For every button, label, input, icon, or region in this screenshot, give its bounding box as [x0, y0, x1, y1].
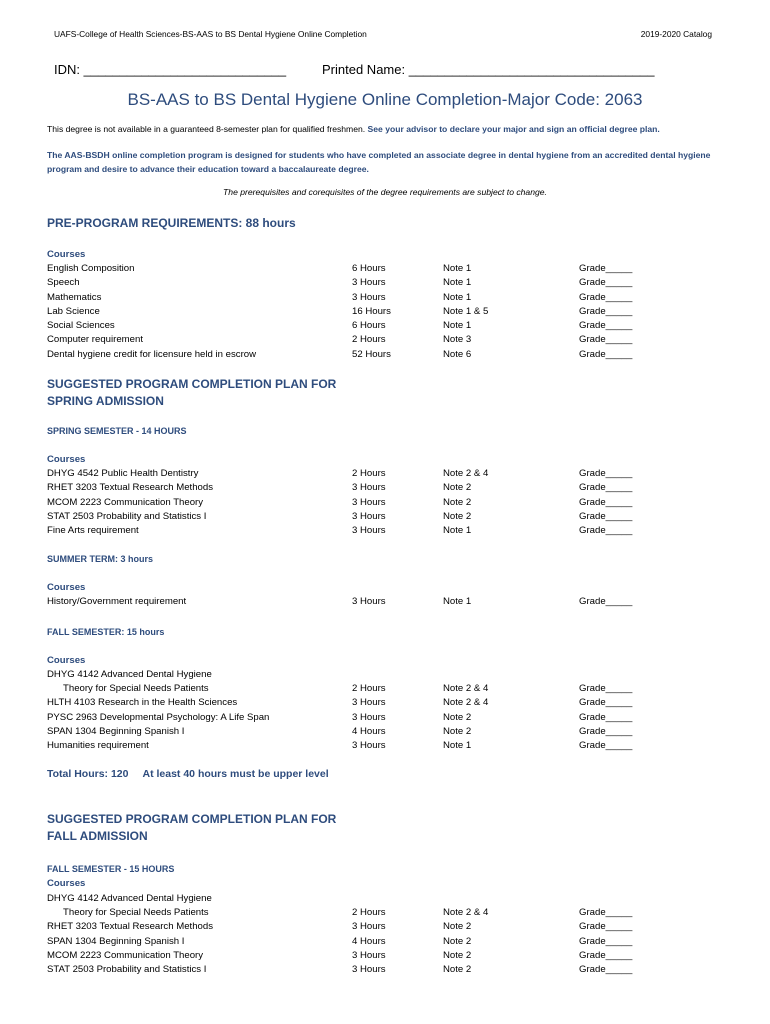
course-hours: 3 Hours — [352, 482, 386, 494]
course-row — [47, 739, 727, 753]
course-hours: 3 Hours — [352, 921, 386, 933]
intro-availability — [47, 123, 727, 137]
course-name: RHET 3203 Textual Research Methods — [47, 921, 214, 933]
course-grade[interactable]: Grade_____ — [579, 596, 633, 607]
course-hours: 2 Hours — [352, 907, 386, 918]
course-name: SPAN 1304 Beginning Spanish I — [47, 725, 185, 737]
courses-label: Courses — [47, 582, 86, 593]
course-hours: 3 Hours — [352, 510, 386, 522]
course-row — [47, 524, 727, 538]
course-note: Note 2 — [443, 935, 472, 947]
course-name: Theory for Special Needs Patients — [63, 683, 209, 694]
course-note: Note 1 & 5 — [443, 305, 489, 317]
course-note: Note 1 — [443, 263, 472, 274]
course-note: Note 2 & 4 — [443, 697, 489, 709]
course-row — [47, 920, 727, 934]
course-note: Note 2 — [443, 964, 472, 976]
page-title: BS-AAS to BS Dental Hygiene Online Completion-Major Code: 2063 — [127, 90, 643, 109]
course-name: Social Sciences — [47, 320, 115, 332]
fall-plan-heading-line2: FALL ADMISSION — [47, 829, 148, 843]
course-hours: 52 Hours — [352, 348, 391, 360]
courses-label: Courses — [47, 249, 86, 260]
course-row — [47, 276, 727, 290]
course-grade[interactable]: Grade_____ — [579, 949, 633, 961]
course-note: Note 2 & 4 — [443, 468, 489, 479]
course-hours: 3 Hours — [352, 496, 386, 508]
course-note: Note 1 — [443, 740, 472, 752]
upper-level-requirement: At least 40 hours must be upper level — [142, 768, 329, 780]
course-name: English Composition — [47, 263, 135, 274]
courses-label: Courses — [47, 655, 86, 666]
course-grade[interactable]: Grade_____ — [579, 320, 633, 332]
course-grade[interactable]: Grade_____ — [579, 334, 633, 346]
course-row — [47, 892, 727, 906]
course-note: Note 1 — [443, 596, 472, 607]
course-row — [47, 595, 727, 609]
course-note: Note 2 — [443, 725, 472, 737]
header-left: UAFS-College of Health Sciences-BS-AAS to BS Dental Hygiene Online Completion — [54, 29, 367, 39]
course-grade[interactable]: Grade_____ — [579, 277, 633, 289]
course-grade[interactable]: Grade_____ — [579, 482, 633, 494]
course-name: Fine Arts requirement — [47, 525, 139, 537]
course-name: STAT 2503 Probability and Statistics I — [47, 510, 207, 522]
course-row — [47, 262, 727, 276]
course-hours: 4 Hours — [352, 935, 386, 947]
fall-semester-rows — [47, 682, 727, 753]
course-hours: 6 Hours — [352, 320, 386, 332]
course-row — [47, 906, 727, 920]
course-row — [47, 305, 727, 319]
course-grade[interactable]: Grade_____ — [579, 697, 633, 709]
total-hours — [47, 768, 329, 780]
fall-semester-top-line — [47, 668, 727, 682]
course-grade[interactable]: Grade_____ — [579, 921, 633, 933]
course-name: PYSC 2963 Developmental Psychology: A Life Span — [47, 711, 270, 723]
course-hours: 16 Hours — [352, 305, 391, 317]
intro-availability-text: This degree is not available in a guaranteed 8-semester plan for qualified freshmen. — [47, 124, 368, 134]
course-name: MCOM 2223 Communication Theory — [47, 949, 204, 961]
courses-label: Courses — [47, 878, 86, 889]
course-note: Note 2 & 4 — [443, 907, 489, 918]
course-row — [47, 481, 727, 495]
course-note: Note 2 — [443, 711, 472, 723]
course-grade[interactable]: Grade_____ — [579, 305, 633, 317]
course-row — [47, 696, 727, 710]
spring-plan-heading — [47, 376, 336, 410]
course-grade[interactable]: Grade_____ — [579, 468, 633, 479]
course-row — [47, 949, 727, 963]
fall-plan-heading — [47, 811, 336, 845]
course-hours: 3 Hours — [352, 964, 386, 976]
summer-term-rows — [47, 595, 727, 609]
spring-semester-rows — [47, 467, 727, 538]
course-hours: 2 Hours — [352, 334, 386, 346]
course-hours: 3 Hours — [352, 596, 386, 607]
course-grade[interactable]: Grade_____ — [579, 907, 633, 918]
course-note: Note 2 — [443, 949, 472, 961]
idn-field[interactable]: IDN: ____________________________ — [54, 62, 287, 77]
course-hours: 6 Hours — [352, 263, 386, 274]
course-grade[interactable]: Grade_____ — [579, 263, 633, 274]
course-row — [47, 291, 727, 305]
course-row — [47, 319, 727, 333]
spring-plan-heading-line2: SPRING ADMISSION — [47, 394, 164, 408]
course-note: Note 2 & 4 — [443, 683, 489, 694]
course-row — [47, 496, 727, 510]
course-name: STAT 2503 Probability and Statistics I — [47, 964, 207, 976]
intro-subject-to-change: The prerequisites and corequisites of the degree requirements are subject to change. — [223, 187, 547, 197]
fall-semester-heading: FALL SEMESTER: 15 hours — [47, 627, 165, 637]
course-name: DHYG 4542 Public Health Dentistry — [47, 468, 199, 479]
course-row — [47, 935, 727, 949]
course-row — [47, 510, 727, 524]
pre-program-heading: PRE-PROGRAM REQUIREMENTS: 88 hours — [47, 216, 296, 230]
course-name: Lab Science — [47, 305, 100, 317]
course-name: Computer requirement — [47, 334, 143, 346]
course-row — [47, 682, 727, 696]
course-hours: 2 Hours — [352, 468, 386, 479]
course-grade[interactable]: Grade_____ — [579, 510, 633, 522]
printed-name-field[interactable]: Printed Name: __________________________________ — [322, 62, 655, 77]
course-note: Note 2 — [443, 510, 472, 522]
course-grade[interactable]: Grade_____ — [579, 525, 633, 537]
course-note: Note 6 — [443, 348, 472, 360]
course-hours: 3 Hours — [352, 291, 386, 303]
course-row — [47, 725, 727, 739]
course-note: Note 1 — [443, 525, 472, 537]
course-name: DHYG 4142 Advanced Dental Hygiene — [47, 669, 212, 680]
course-row — [47, 668, 727, 682]
course-row — [47, 333, 727, 347]
course-hours: 3 Hours — [352, 740, 386, 752]
course-note: Note 1 — [443, 291, 472, 303]
course-note: Note 2 — [443, 921, 472, 933]
spring-plan-heading-line1: SUGGESTED PROGRAM COMPLETION PLAN FOR — [47, 377, 337, 391]
course-hours: 3 Hours — [352, 697, 386, 709]
fall-admission-top-line — [47, 892, 727, 906]
course-name: RHET 3203 Textual Research Methods — [47, 482, 214, 494]
course-name: SPAN 1304 Beginning Spanish I — [47, 935, 185, 947]
total-hours-value: Total Hours: 120 — [47, 768, 129, 780]
course-name: MCOM 2223 Communication Theory — [47, 496, 204, 508]
course-row — [47, 467, 727, 481]
course-hours: 3 Hours — [352, 525, 386, 537]
fall-admission-rows — [47, 906, 727, 977]
course-grade[interactable]: Grade_____ — [579, 711, 633, 723]
course-grade[interactable]: Grade_____ — [579, 740, 633, 752]
course-grade[interactable]: Grade_____ — [579, 964, 633, 976]
pre-program-rows — [47, 262, 727, 362]
course-hours: 3 Hours — [352, 949, 386, 961]
summer-term-heading: SUMMER TERM: 3 hours — [47, 554, 154, 564]
course-row — [47, 711, 727, 725]
course-hours: 3 Hours — [352, 711, 386, 723]
course-name: Speech — [47, 277, 80, 289]
course-hours: 4 Hours — [352, 725, 386, 737]
course-note: Note 1 — [443, 277, 472, 289]
course-grade[interactable]: Grade_____ — [579, 496, 633, 508]
course-hours: 3 Hours — [352, 277, 386, 289]
course-note: Note 3 — [443, 334, 472, 346]
course-note: Note 2 — [443, 496, 472, 508]
course-name: Humanities requirement — [47, 740, 149, 752]
courses-label: Courses — [47, 454, 86, 465]
course-name: DHYG 4142 Advanced Dental Hygiene — [47, 893, 212, 904]
course-grade[interactable]: Grade_____ — [579, 683, 633, 694]
spring-semester-heading: SPRING SEMESTER - 14 HOURS — [47, 426, 187, 436]
course-grade[interactable]: Grade_____ — [579, 348, 633, 360]
course-row — [47, 348, 727, 362]
intro-program-description: The AAS-BSDH online completion program is designed for students who have completed an associate degree in dental hygiene from an accredited dental hygiene program and desire to advance their education toward a baccalaureate degree. — [47, 150, 711, 174]
fall-plan-heading-line1: SUGGESTED PROGRAM COMPLETION PLAN FOR — [47, 812, 337, 826]
course-note: Note 1 — [443, 320, 472, 332]
course-name: Mathematics — [47, 291, 102, 303]
header-catalog: 2019-2020 Catalog — [640, 29, 712, 39]
course-hours: 2 Hours — [352, 683, 386, 694]
course-grade[interactable]: Grade_____ — [579, 291, 633, 303]
course-name: Theory for Special Needs Patients — [63, 907, 209, 918]
course-grade[interactable]: Grade_____ — [579, 725, 633, 737]
intro-advisor-text: See your advisor to declare your major and sign an official degree plan. — [367, 124, 660, 134]
course-row — [47, 963, 727, 977]
course-grade[interactable]: Grade_____ — [579, 935, 633, 947]
course-name: HLTH 4103 Research in the Health Sciences — [47, 697, 238, 709]
course-note: Note 2 — [443, 482, 472, 494]
fall-admission-semester-heading: FALL SEMESTER - 15 HOURS — [47, 864, 175, 874]
course-name: Dental hygiene credit for licensure held in escrow — [47, 348, 257, 360]
course-name: History/Government requirement — [47, 596, 187, 607]
